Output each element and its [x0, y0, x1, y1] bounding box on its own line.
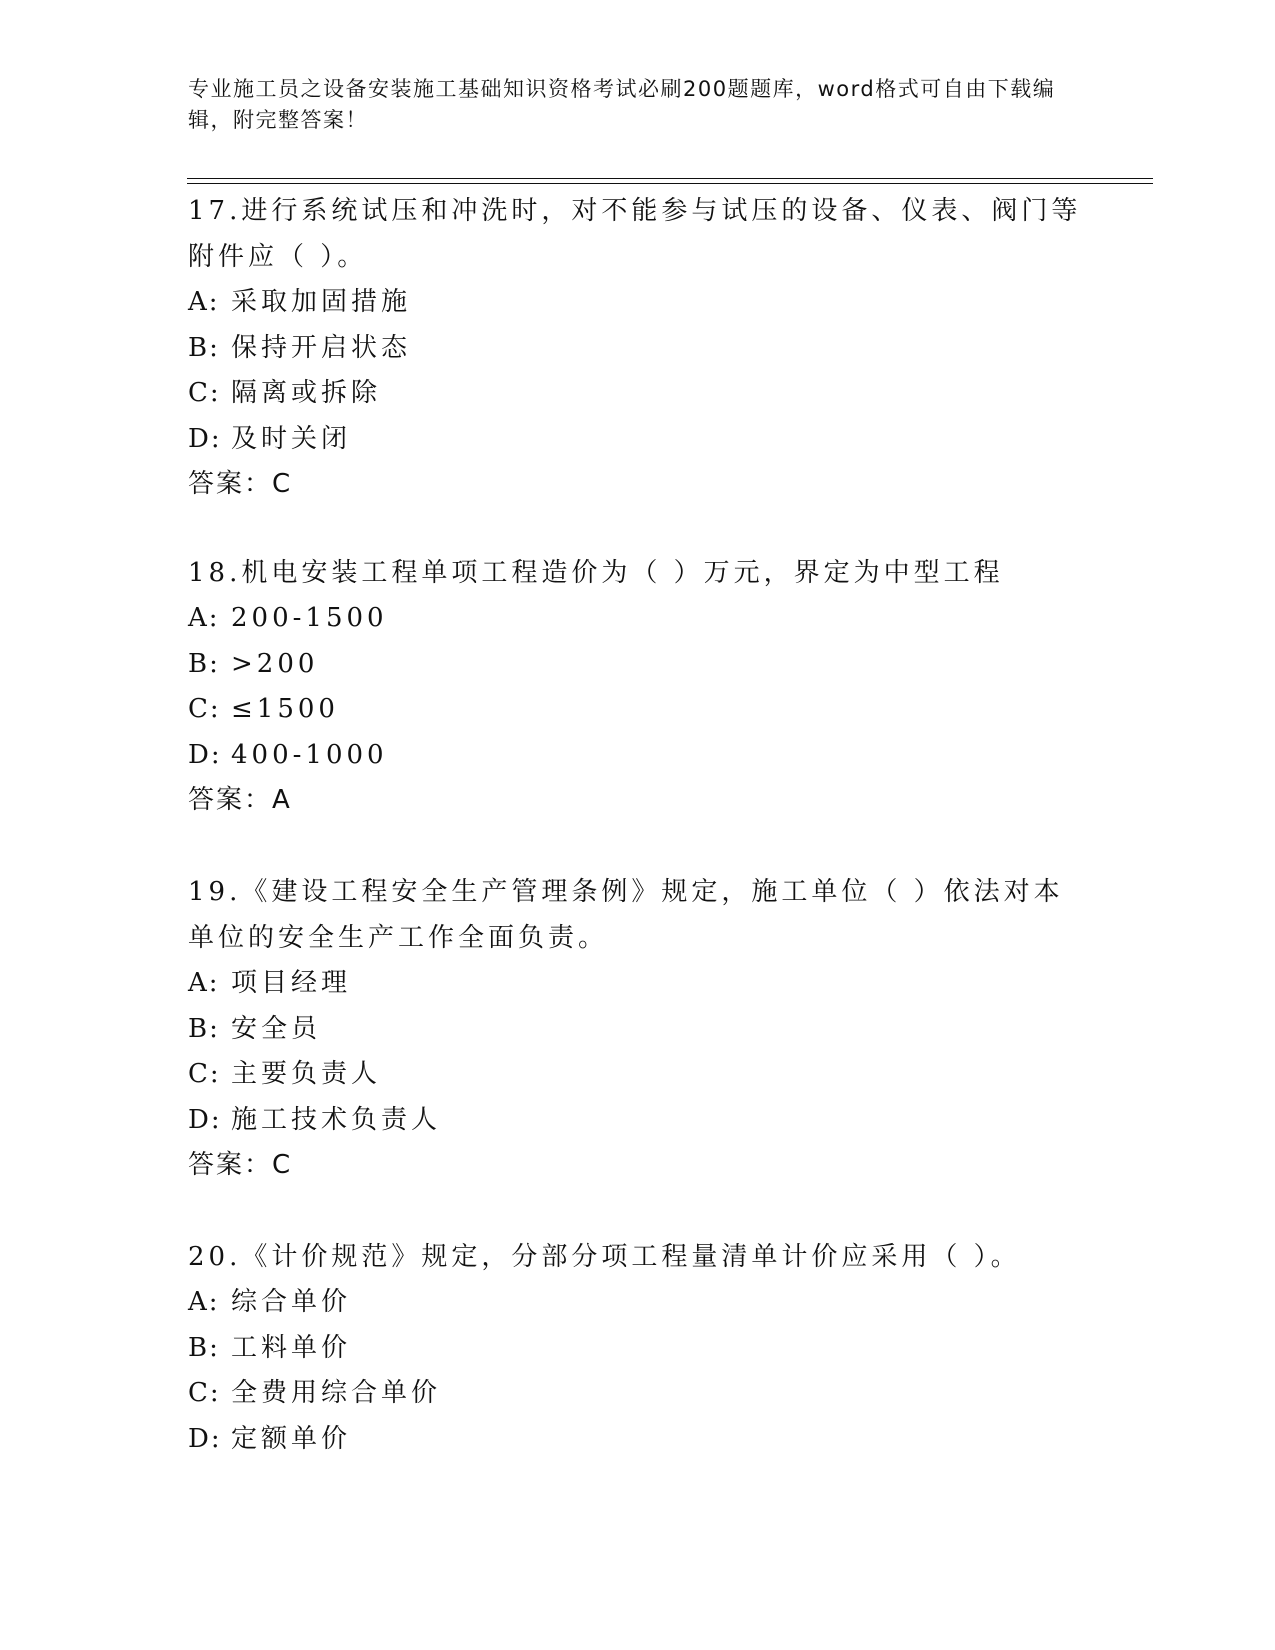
option-b: [188, 642, 1088, 688]
option-text: ≤1500: [231, 694, 339, 724]
option-a: [188, 1280, 1088, 1326]
question-18: [188, 550, 1088, 822]
option-letter: B:: [188, 1013, 220, 1044]
option-letter: C:: [188, 1059, 221, 1089]
option-b: [188, 1007, 1088, 1053]
document-header: 专业施工员之设备安装施工基础知识资格考试必刷200题题库，word格式可自由下载编辑，附完整答案！: [188, 77, 1056, 132]
option-text: 400-1000: [231, 739, 388, 770]
question-stem: 18.机电安装工程单项工程造价为（ ）万元，界定为中型工程: [188, 558, 1004, 588]
header-divider-bottom: [187, 183, 1153, 184]
option-text: 隔离或拆除: [231, 378, 382, 408]
option-text: 200-1500: [231, 603, 388, 633]
option-letter: D:: [188, 1423, 222, 1454]
option-letter: A:: [188, 287, 220, 317]
option-letter: B:: [188, 648, 220, 679]
option-text: 工料单价: [231, 1332, 352, 1363]
option-a: [188, 280, 1088, 326]
option-text: 保持开启状态: [231, 332, 412, 363]
option-a: [188, 961, 1088, 1007]
option-letter: C:: [188, 694, 221, 724]
option-text: 施工技术负责人: [231, 1104, 442, 1135]
option-d: [188, 1098, 1088, 1144]
option-letter: A:: [188, 968, 220, 998]
option-d: [188, 417, 1088, 463]
option-d: [188, 733, 1088, 779]
option-c: [188, 1052, 1088, 1098]
option-letter: C:: [188, 378, 221, 408]
option-text: 项目经理: [231, 968, 352, 998]
header-divider-top: [187, 178, 1153, 179]
option-c: [188, 687, 1088, 733]
answer-text: 答案：C: [188, 469, 293, 499]
option-d: [188, 1417, 1088, 1463]
option-letter: B:: [188, 332, 220, 363]
option-letter: A:: [188, 603, 220, 633]
option-letter: D:: [188, 739, 222, 770]
question-stem: 20.《计价规范》规定，分部分项工程量清单计价应采用（ ）。: [188, 1242, 1021, 1272]
option-letter: B:: [188, 1332, 220, 1363]
option-b: [188, 1326, 1088, 1372]
question-stem: 19.《建设工程安全生产管理条例》规定，施工单位（ ）依法对本单位的安全生产工作全面负责。: [188, 877, 1064, 953]
answer-text: 答案：C: [188, 1150, 293, 1180]
option-text: 定额单价: [231, 1423, 352, 1454]
option-letter: D:: [188, 1104, 222, 1135]
answer-text: 答案：A: [188, 785, 292, 815]
option-a: [188, 596, 1088, 642]
option-letter: D:: [188, 423, 222, 454]
question-stem: 17.进行系统试压和冲洗时，对不能参与试压的设备、仪表、阀门等附件应（ ）。: [188, 196, 1082, 272]
option-c: [188, 371, 1088, 417]
question-17: [188, 188, 1088, 506]
option-text: 综合单价: [231, 1287, 352, 1317]
option-text: 采取加固措施: [231, 287, 412, 317]
option-c: [188, 1371, 1088, 1417]
option-b: [188, 326, 1088, 372]
option-text: >200: [231, 648, 319, 679]
option-letter: C:: [188, 1378, 221, 1408]
option-text: 安全员: [231, 1013, 322, 1044]
option-letter: A:: [188, 1287, 220, 1317]
question-20: [188, 1234, 1088, 1462]
option-text: 及时关闭: [231, 423, 352, 454]
option-text: 主要负责人: [231, 1059, 382, 1089]
option-text: 全费用综合单价: [231, 1378, 442, 1408]
question-19: [188, 869, 1088, 1187]
